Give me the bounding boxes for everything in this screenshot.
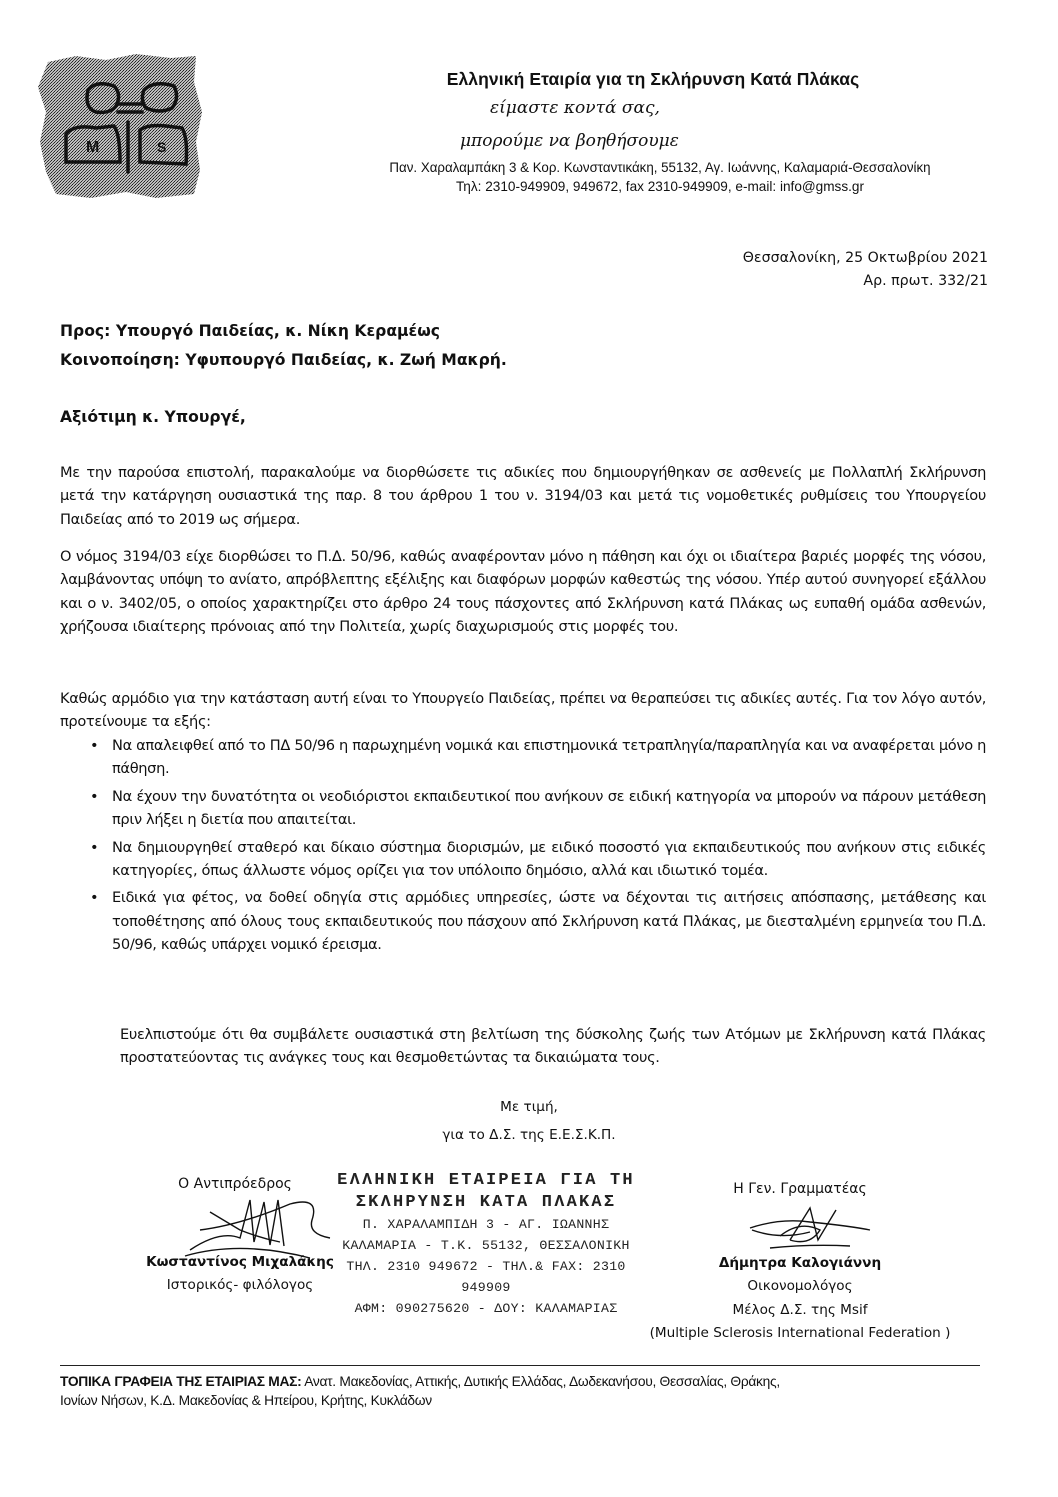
organization-logo bbox=[36, 52, 206, 200]
stamp-line-6: ΑΦΜ: 090275620 - ΔΟΥ: ΚΑΛΑΜΑΡΙΑΣ bbox=[354, 1301, 618, 1316]
body-paragraph-3: Καθώς αρμόδιο για την κατάσταση αυτή είναι το Υπουργείο Παιδείας, πρέπει να θεραπεύσει τις αδικίες αυτές. Για τον λόγο αυτόν, προτείνουμε τα εξής: bbox=[60, 690, 986, 731]
svg-text:M: M bbox=[86, 139, 100, 156]
ms-logo-icon bbox=[36, 52, 206, 200]
secretary-general-name: Δήμητρα Καλογιάννη bbox=[718, 1255, 882, 1271]
stamp-line-5: ΤΗΛ. 2310 949672 - ΤΗΛ.& FAX: 2310 949909 bbox=[346, 1259, 626, 1295]
closing-paragraph: Ευελπιστούμε ότι θα συμβάλετε ουσιαστικά στη βελτίωση της δύσκολης ζωής των Ατόμων με Σκλήρυνση κατά Πλάκας προστατεύοντας τις ανάγκες τους και θεσμοθετώντας τα δικαιώματα τους. bbox=[120, 1026, 986, 1067]
local-offices-line-1: Ανατ. Μακεδονίας, Αττικής, Δυτικής Ελλάδας, Δωδεκανήσου, Θεσσαλίας, Θράκης, bbox=[304, 1374, 780, 1389]
stamp-line-3: Π. ΧΑΡΑΛΑΜΠΙΔΗ 3 - ΑΓ. ΙΩΑΝΝΗΣ bbox=[362, 1217, 610, 1232]
organization-address: Παν. Χαραλαμπάκη 3 & Κορ. Κωνσταντικάκη, 55132, Αγ. Ιωάννης, Καλαμαριά-Θεσσαλονίκη bbox=[389, 160, 931, 175]
proposal-item bbox=[60, 836, 986, 883]
organization-name: Ελληνική Εταιρία για τη Σκλήρυνση Κατά Πλάκας bbox=[446, 69, 860, 89]
motto-line-2: μπορούμε να βοηθήσουμε bbox=[460, 131, 679, 151]
local-offices-label: ΤΟΠΙΚΑ ΓΡΑΦΕΙΑ ΤΗΣ ΕΤΑΙΡΙΑΣ ΜΑΣ: bbox=[60, 1374, 302, 1389]
proposals-list bbox=[60, 734, 986, 961]
organization-stamp bbox=[336, 1170, 636, 1319]
regards: Με τιμή, bbox=[500, 1099, 558, 1115]
federation-name: (Multiple Sclerosis International Federation ) bbox=[649, 1325, 951, 1341]
svg-text:S: S bbox=[157, 139, 167, 155]
vice-president-role: Ιστορικός- φιλόλογος bbox=[166, 1277, 314, 1293]
motto-line-1: είμαστε κοντά σας, bbox=[490, 98, 660, 118]
footer-divider bbox=[60, 1365, 980, 1366]
secretary-general-membership: Μέλος Δ.Σ. της Msif bbox=[732, 1302, 868, 1318]
proposal-text: Ειδικά για φέτος, να δοθεί οδηγία στις αρμόδιες υπηρεσίες, ώστε να δέχονται τις αιτήσεις απόσπασης, μετάθεσης και τοποθέτησης από όλους τους εκπαιδευτικούς που πάσχουν από Σκλήρυνση κατά Πλάκας, με διεσταλμένη ερμηνεία του Π.Δ. 50/96, καθώς υπάρχει νομικό έρεισμα. bbox=[112, 889, 986, 954]
vice-president-title: Ο Αντιπρόεδρος bbox=[178, 1176, 292, 1192]
secretary-general-signature bbox=[740, 1200, 880, 1255]
body-paragraph-2: Ο νόμος 3194/03 είχε διορθώσει το Π.Δ. 50/96, καθώς αναφέρονταν μόνο η πάθηση και όχι οι ιδιαίτερα βαριές μορφές της νόσου, λαμβάνοντας υπόψη το ανίατο, απρόβλεπτης εξέλιξης και διαφόρων μορφών καθεστώς της νόσου. Υπέρ αυτού συνηγορεί εξάλλου και ο ν. 3402/05, ο οποίος χαρακτηρίζει στο άρθρο 24 τους πάσχοντες από Σκλήρυνση κατά Πλάκας ως ευπαθή ομάδα ασθενών, χρήζουσα ιδιαίτερης πρόνοιας από την Πολιτεία, χωρίς διαχωρισμούς στις μορφές του. bbox=[60, 548, 986, 636]
proposal-item bbox=[60, 886, 986, 956]
stamp-line-1: ΕΛΛΗΝΙΚΗ ΕΤΑΙΡΕΙΑ ΓΙΑ ΤΗ bbox=[337, 1171, 635, 1190]
letter-date: Θεσσαλονίκη, 25 Οκτωβρίου 2021 bbox=[742, 250, 988, 266]
secretary-general-title: Η Γεν. Γραμματέας bbox=[733, 1181, 867, 1197]
bullet-icon: • bbox=[90, 737, 99, 754]
salutation: Αξιότιμη κ. Υπουργέ, bbox=[60, 408, 246, 426]
proposal-item bbox=[60, 734, 986, 781]
local-offices bbox=[60, 1372, 990, 1410]
bullet-icon: • bbox=[90, 787, 99, 805]
organization-contact: Τηλ: 2310-949909, 949672, fax 2310-949909, e-mail: info@gmss.gr bbox=[455, 179, 865, 194]
proposal-text: Να έχουν την δυνατότητα οι νεοδιόριστοι εκπαιδευτικοί που ανήκουν σε ειδική κατηγορία να μπορούν να πάρουν μετάθεση πριν λήξει η διετία που απαιτείται. bbox=[112, 787, 986, 829]
bullet-icon: • bbox=[90, 889, 99, 907]
proposal-text: Να δημιουργηθεί σταθερό και δίκαιο σύστημα διορισμών, με ειδικό ποσοστό για εκπαιδευτικούς που ανήκουν στις ειδικές κατηγορίες, όπως άλλωστε νόμος ορίζει για τον υπόλοιπο δημόσιο, αλλά και ιδιωτικό τομέα. bbox=[112, 838, 986, 880]
on-behalf-of-board: για το Δ.Σ. της Ε.Ε.Σ.Κ.Π. bbox=[442, 1127, 616, 1143]
protocol-number: Αρ. πρωτ. 332/21 bbox=[863, 273, 988, 289]
cc-line: Κοινοποίηση: Υφυπουργό Παιδείας, κ. Ζωή Μακρή. bbox=[60, 351, 507, 369]
signature-icon bbox=[740, 1200, 880, 1255]
proposal-text: Να απαλειφθεί από το ΠΔ 50/96 η παρωχημένη νομικά και επιστημονικά τετραπληγία/παραπληγία και να αναφέρεται μόνο η πάθηση. bbox=[112, 737, 986, 778]
recipient-line: Προς: Υπουργό Παιδείας, κ. Νίκη Κεραμέως bbox=[60, 322, 441, 340]
bullet-icon: • bbox=[90, 838, 99, 856]
secretary-general-role: Οικονομολόγος bbox=[747, 1278, 853, 1294]
vice-president-name: Κωσταντίνος Μιχαλάκης bbox=[146, 1254, 334, 1270]
local-offices-line-2: Ιονίων Νήσων, Κ.Δ. Μακεδονίας & Ηπείρου, Κρήτης, Κυκλάδων bbox=[60, 1393, 432, 1408]
stamp-line-2: ΣΚΛΗΡΥΝΣΗ ΚΑΤΑ ΠΛΑΚΑΣ bbox=[355, 1193, 617, 1212]
stamp-line-4: ΚΑΛΑΜΑΡΙΑ - Τ.Κ. 55132, ΘΕΣΣΑΛΟΝΙΚΗ bbox=[342, 1238, 630, 1253]
body-paragraph-1: Με την παρούσα επιστολή, παρακαλούμε να διορθώσετε τις αδικίες που δημιουργήθηκαν σε ασθενείς με Πολλαπλή Σκλήρυνση μετά την κατάργηση ουσιαστικά της παρ. 8 του άρθρου 1 του ν. 3194/03 και μετά τις νομοθετικές ρυθμίσεις του Υπουργείου Παιδείας από το 2019 ως σήμερα. bbox=[60, 464, 986, 528]
proposal-item bbox=[60, 785, 986, 832]
